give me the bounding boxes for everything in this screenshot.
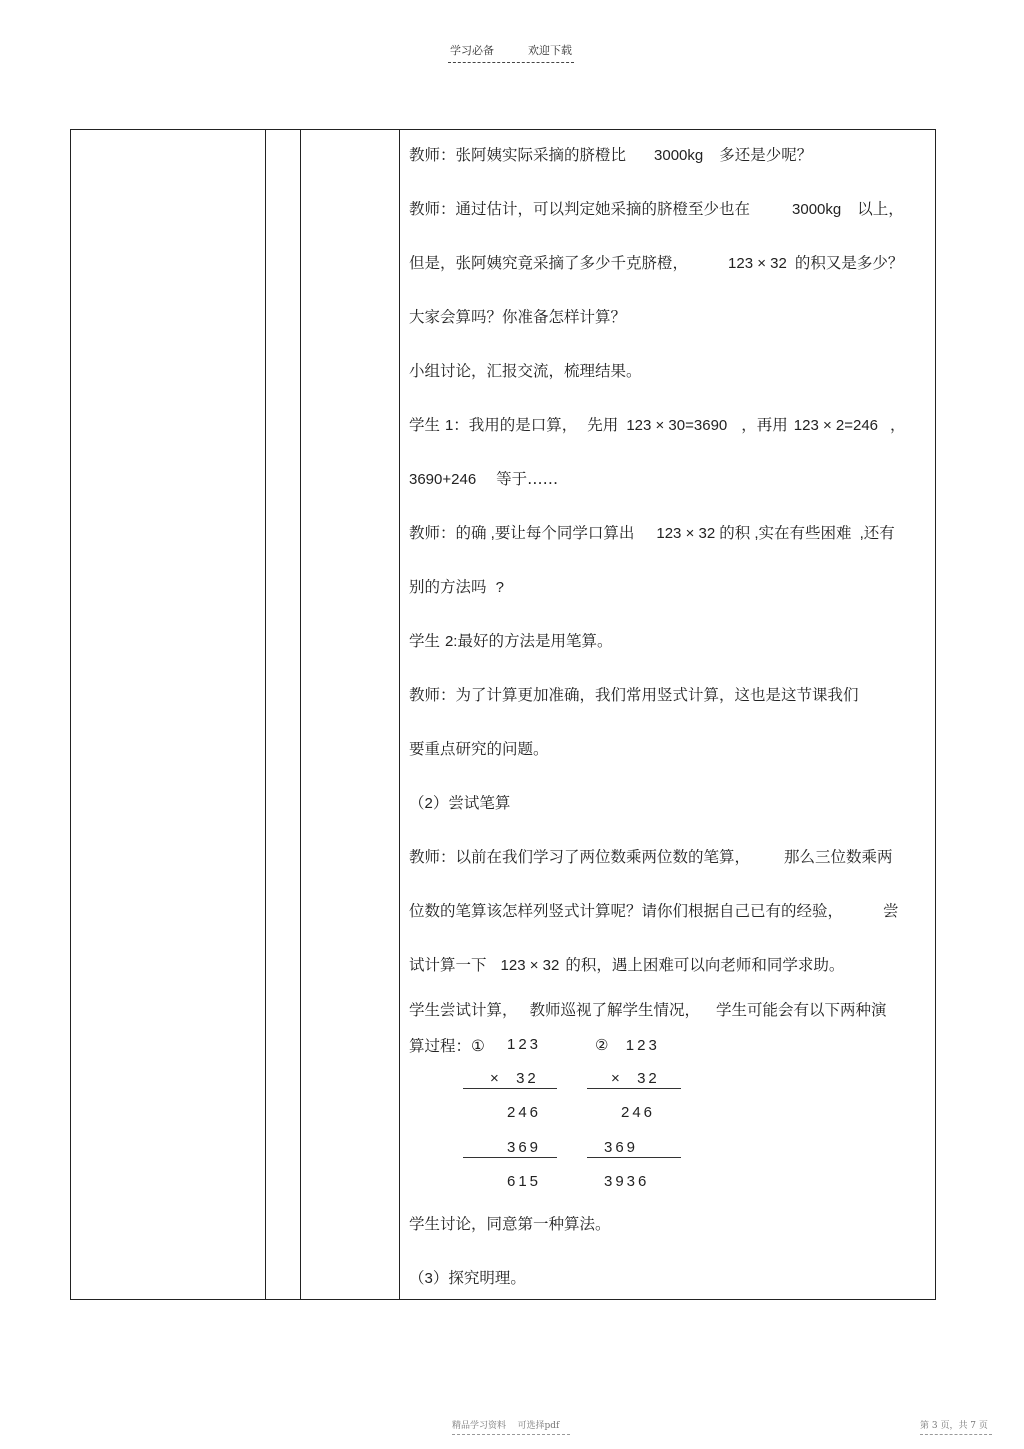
content-text: 123 × 32	[656, 525, 716, 542]
content-text: 实在有些困难	[758, 524, 852, 542]
content-text: ）尝试笔算	[432, 794, 511, 812]
content-line	[409, 847, 893, 867]
content-text: 学生	[409, 416, 445, 434]
content-text: （	[409, 1269, 425, 1287]
content-text: ）探究明理。	[432, 1269, 526, 1287]
content-text: 3	[424, 1270, 433, 1287]
calc-row: ② 123	[595, 1037, 660, 1054]
content-text: ，	[890, 416, 906, 434]
content-line	[409, 901, 899, 921]
content-line	[409, 415, 906, 436]
content-text: 123 × 32	[728, 255, 787, 272]
lesson-table	[70, 129, 936, 1300]
content-text: 试计算一下	[409, 956, 487, 974]
content-text: 位数的笔算该怎样列竖式计算呢？请你们根据自己已有的经验，	[409, 902, 844, 920]
content-line	[409, 577, 504, 598]
content-text: ,	[486, 525, 495, 542]
content-line	[409, 145, 812, 166]
calc-row: 246	[621, 1104, 656, 1121]
content-text: ,	[859, 525, 864, 542]
footer-page-number: 第 3 页，共 7 页	[920, 1418, 992, 1435]
calc-row: 246	[507, 1104, 542, 1121]
content-line	[409, 253, 903, 274]
calc-row: 369	[604, 1139, 639, 1156]
calc-row: 123	[507, 1036, 542, 1053]
content-text: 但是，张阿姨究竟采摘了多少千克脐橙，	[409, 254, 689, 272]
content-text: 2:	[444, 633, 458, 650]
content-text: 算过程：①	[409, 1037, 485, 1055]
calc-rule	[587, 1157, 681, 1158]
content-line	[409, 361, 642, 381]
content-text: 那么三位数乘两	[784, 848, 893, 866]
content-text: 123 × 2=246	[793, 417, 879, 434]
calc-rule	[463, 1088, 557, 1089]
content-text: 以上，	[857, 200, 904, 218]
calc-row: × 32	[490, 1070, 539, 1087]
page-header	[448, 42, 574, 63]
content-text: 大家会算吗？你准备怎样计算？	[409, 308, 627, 326]
calc-row: 369	[507, 1139, 542, 1156]
content-text: 要让每个同学口算出	[494, 524, 635, 542]
content-line	[409, 1214, 611, 1234]
content-text: 的积	[719, 524, 751, 542]
calc-rule	[463, 1157, 557, 1158]
content-text: 学生	[409, 632, 445, 650]
content-text: 多还是少呢？	[719, 146, 813, 164]
table-column-divider	[300, 130, 301, 1299]
content-text: （	[409, 794, 425, 812]
content-line	[409, 631, 612, 652]
content-text: 最好的方法是用笔算。	[457, 632, 613, 650]
content-text: 2	[424, 795, 433, 812]
content-text: 教师：张阿姨实际采摘的脐橙比	[409, 146, 627, 164]
content-line	[409, 199, 904, 220]
content-line	[409, 469, 558, 490]
content-line	[409, 1000, 887, 1020]
content-text: 教师巡视了解学生情况，	[529, 1001, 701, 1019]
calc-row: 615	[507, 1173, 542, 1190]
header-right-text: 欢迎下载	[528, 44, 572, 57]
content-text: 等于……	[496, 470, 559, 488]
content-text: 的积又是多少？	[794, 254, 904, 272]
content-text: 要重点研究的问题。	[409, 740, 549, 758]
content-text: 3000kg	[792, 201, 842, 218]
content-line	[409, 685, 859, 705]
content-text: ，再用	[741, 416, 788, 434]
header-left-text: 学习必备	[450, 44, 494, 57]
content-text: ：我用的是口算，	[453, 416, 578, 434]
content-line	[409, 307, 626, 327]
content-text: 教师：通过估计，可以判定她采摘的脐橙至少也在	[409, 200, 751, 218]
footer-left-text: 精品学习资料 可选择pdf	[452, 1418, 570, 1435]
content-line	[409, 739, 549, 759]
content-text: 别的方法吗	[409, 578, 492, 596]
content-text: 123 × 32	[500, 957, 560, 974]
content-text: 小组讨论，汇报交流，梳理结果。	[409, 362, 642, 380]
content-text: 教师：以前在我们学习了两位数乘两位数的笔算，	[409, 848, 751, 866]
content-text: 学生讨论，同意第一种算法。	[409, 1215, 611, 1233]
table-column-divider	[399, 130, 400, 1299]
content-text: 学生尝试计算，	[409, 1001, 518, 1019]
content-text: 教师：为了计算更加准确，我们常用竖式计算，这也是这节课我们	[409, 686, 859, 704]
content-text: 1	[444, 417, 454, 434]
content-text: 的积，遇上困难可以向老师和同学求助。	[565, 956, 845, 974]
content-text: 还有	[863, 524, 895, 542]
content-text: 尝	[883, 902, 899, 920]
calc-rule	[587, 1088, 681, 1089]
content-text: ,	[750, 525, 759, 542]
table-column-divider	[265, 130, 266, 1299]
content-line	[409, 523, 895, 544]
content-line	[409, 1268, 526, 1289]
calc-row: × 32	[611, 1070, 660, 1087]
content-text: 先用	[587, 416, 619, 434]
content-text: 教师：的确	[409, 524, 487, 542]
calc-row: 3936	[604, 1173, 650, 1190]
content-text: 3000kg	[654, 147, 704, 164]
content-text: 123 × 30=3690	[626, 417, 728, 434]
content-text: 3690+246	[409, 471, 477, 488]
content-text: ?	[491, 579, 504, 596]
content-text: 学生可能会有以下两种演	[716, 1001, 887, 1019]
content-line	[409, 1036, 485, 1056]
content-line	[409, 955, 844, 976]
content-line	[409, 793, 510, 814]
